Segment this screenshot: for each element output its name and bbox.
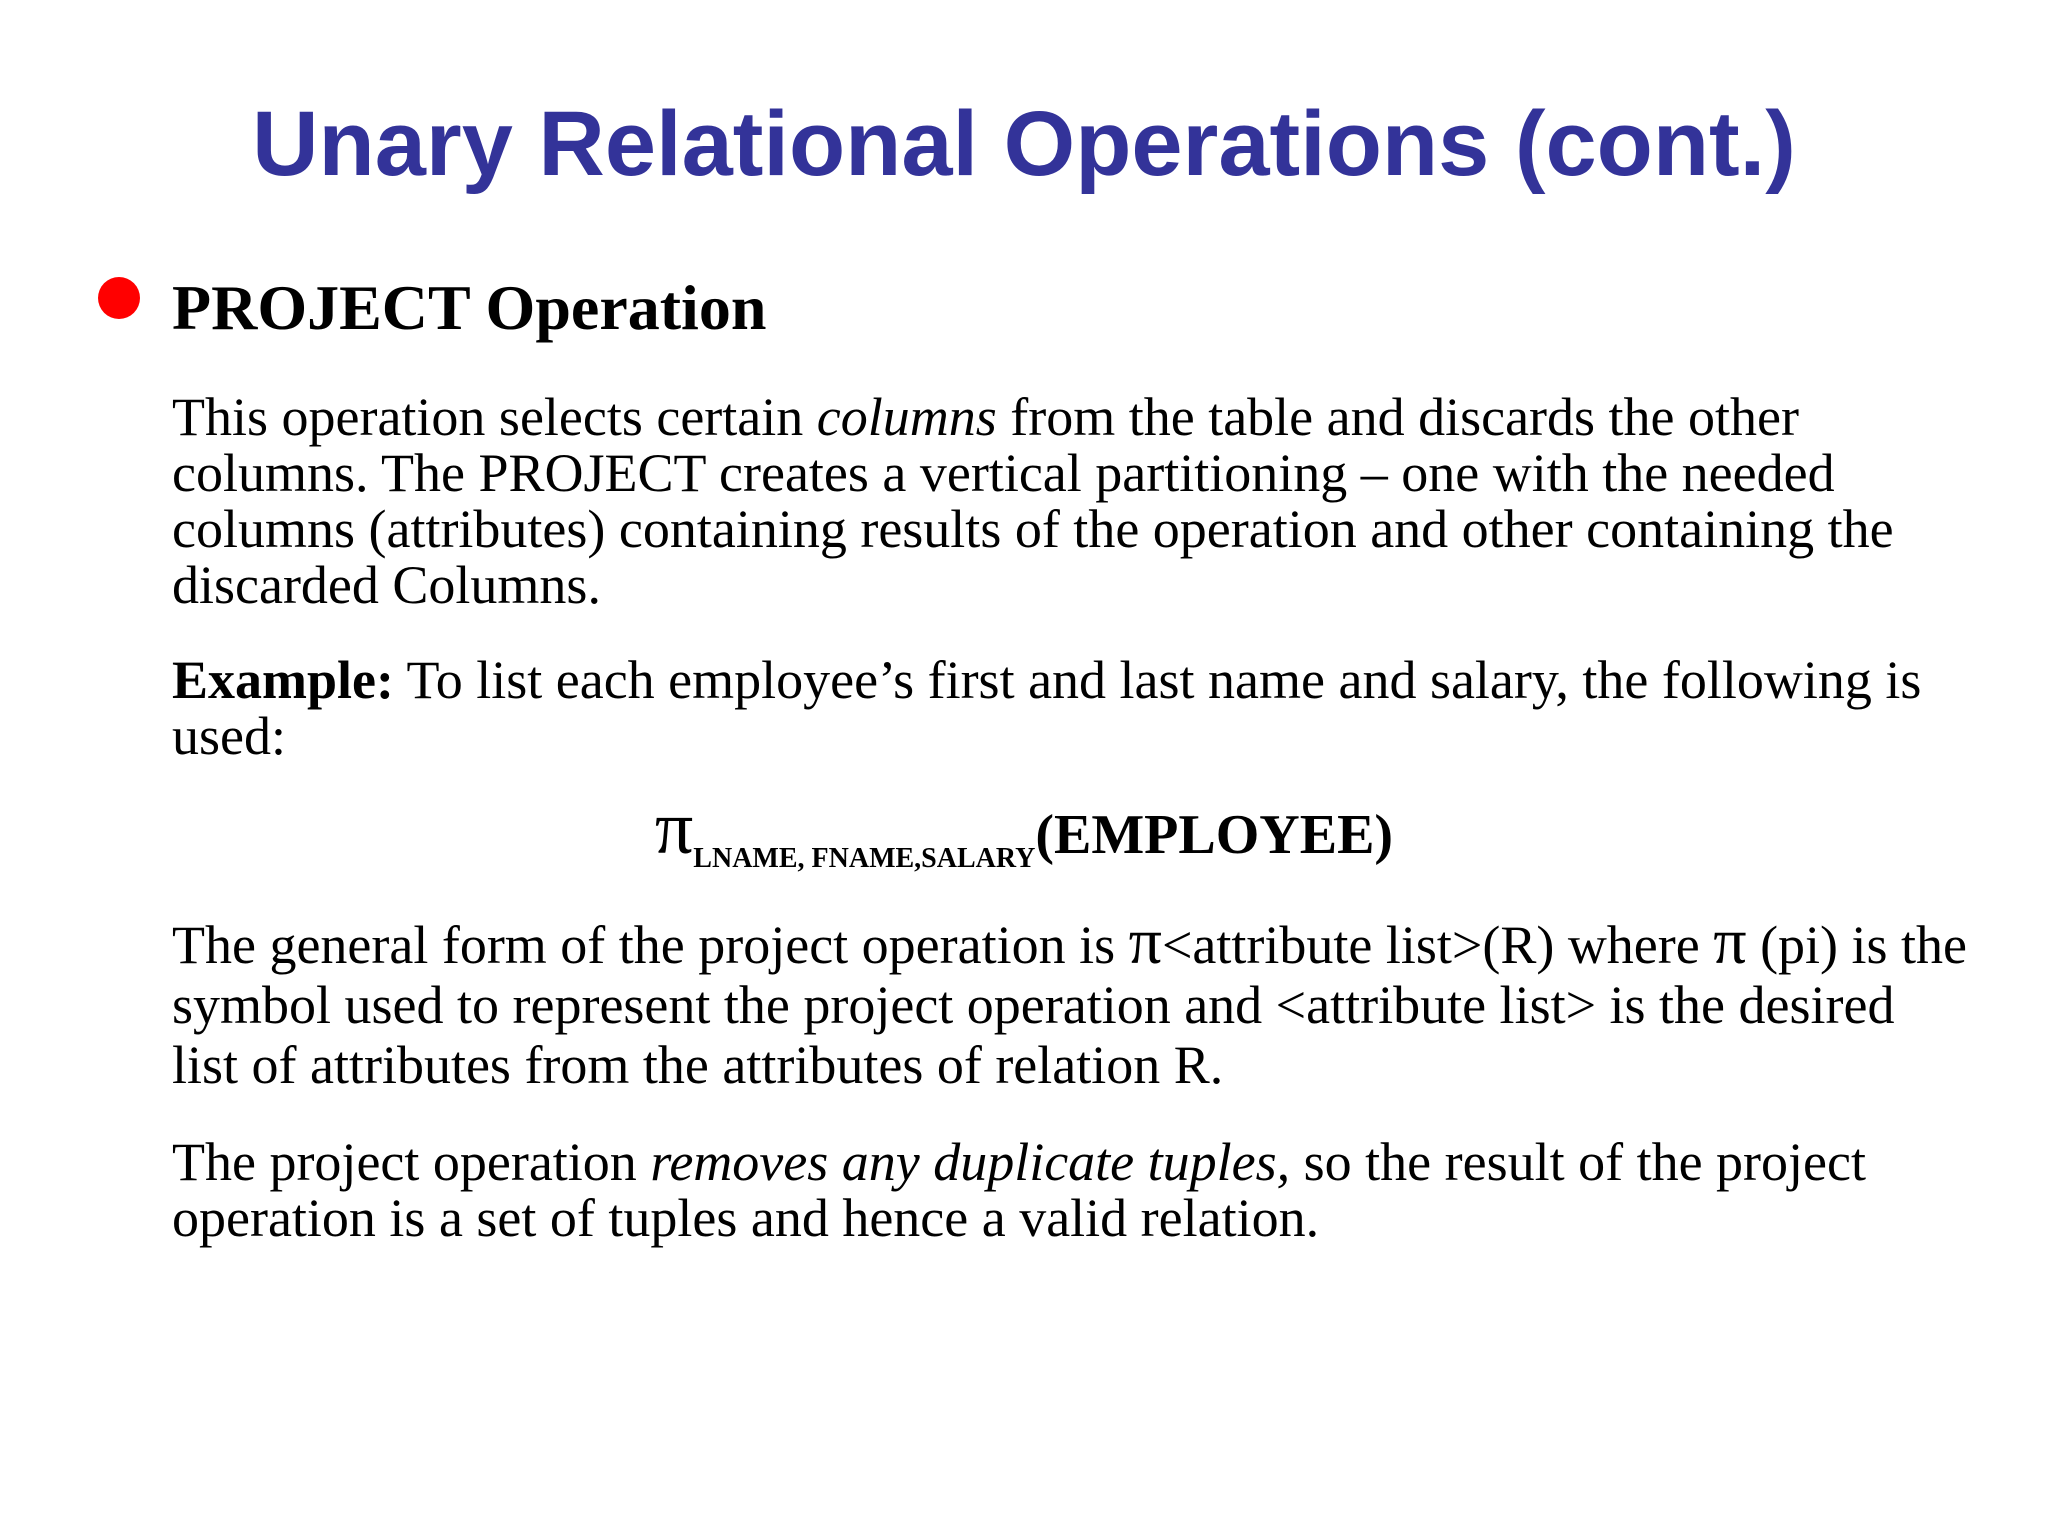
general-form-text-mid: <attribute list>(R) where [1161,915,1714,975]
pi-symbol: π [654,786,694,870]
formula-body: (EMPLOYEE) [1035,804,1394,866]
general-form-text-start: The general form of the project operation is [172,915,1129,975]
slide-title: Unary Relational Operations (cont.) [252,93,1796,195]
paragraph-general-form [172,905,1972,1095]
bullet-dot [98,277,140,319]
definition-emphasis: columns [816,387,997,447]
definition-text-end: from the table and discards the other columns. The PROJECT creates a vertical partitioning – one with the needed columns (attributes) containing results of the operation and other containing the discarded Columns. [172,387,1894,615]
pi-symbol-inline: π [1713,905,1747,978]
duplicates-text-start: The project operation [172,1132,651,1192]
paragraph-duplicates [172,1134,1972,1246]
pi-symbol-inline: π [1128,905,1162,978]
example-label: Example: [172,650,394,710]
formula-subscript: LNAME, FNAME,SALARY [693,843,1036,874]
duplicates-emphasis: removes any duplicate tuples, [650,1132,1291,1192]
formula [0,786,2048,874]
general-form-text-end: (pi) is the symbol used to represent the project operation and <attribute list> is the desired list of attributes from the attributes of relation R. [172,915,1968,1095]
bullet-heading: PROJECT Operation [172,272,767,343]
example-text: To list each employee’s first and last name and salary, the following is used: [172,650,1922,766]
definition-text-start: This operation selects certain [172,387,817,447]
paragraph-example [172,652,1972,764]
paragraph-definition [172,389,1972,613]
duplicates-text-end: so the result of the project operation is a set of tuples and hence a valid relation. [172,1132,1866,1248]
